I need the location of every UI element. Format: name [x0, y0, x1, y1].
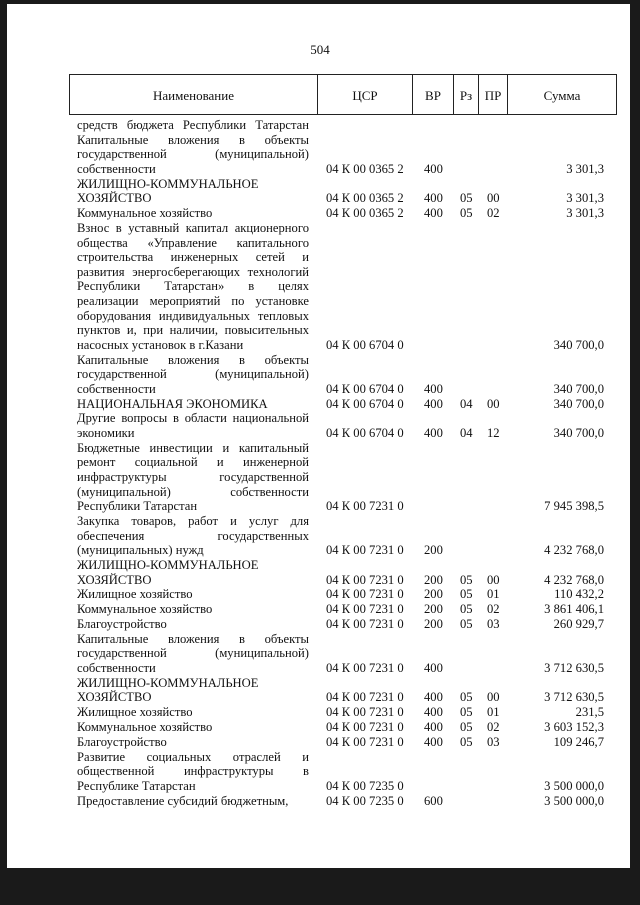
row-vr: 400 — [424, 705, 443, 720]
row-name-line: ЖИЛИЩНО-КОММУНАЛЬНОЕ — [77, 176, 259, 191]
row-name — [77, 441, 309, 514]
header-name: Наименование — [153, 88, 234, 103]
row-vr: 400 — [424, 690, 443, 705]
row-name-line: строительства инженерных сетей и — [77, 250, 309, 265]
row-csr: 04 К 00 7231 0 — [326, 587, 404, 602]
row-csr: 04 К 00 6704 0 — [326, 337, 404, 352]
row-name-line: Развитие социальных отраслей и — [77, 749, 309, 764]
row-name-line: инфраструктуры государственной — [77, 469, 309, 484]
row-rz: 05 — [460, 617, 473, 631]
row-name — [77, 602, 309, 617]
row-sum: 260 929,7 — [553, 617, 604, 631]
row-name-line: Республики Татарстан — [77, 499, 198, 514]
row-name-line: Жилищное хозяйство — [77, 587, 193, 602]
table-row — [0, 617, 640, 632]
row-rz: 04 — [460, 396, 473, 411]
table-row — [0, 602, 640, 617]
row-name-line: насосных установок в г.Казани — [77, 337, 244, 352]
row-name-line: Другие вопросы в области национальной — [77, 411, 309, 426]
row-name-line: государственной (муниципальной) — [77, 646, 309, 661]
row-name-line: общества «Управление капитального — [77, 235, 309, 250]
scan-edge-top — [0, 0, 640, 4]
row-name-line: Коммунальное хозяйство — [77, 720, 213, 734]
row-sum: 109 246,7 — [553, 734, 604, 749]
header-rz: Рз — [459, 88, 473, 103]
row-rz: 05 — [460, 690, 473, 705]
table-row — [0, 411, 640, 440]
row-csr: 04 К 00 0365 2 — [326, 161, 404, 176]
row-vr: 400 — [424, 191, 443, 206]
row-vr: 200 — [424, 602, 443, 617]
row-pr: 02 — [487, 602, 500, 617]
row-name-line: оборудования индивидуальных тепловых — [77, 308, 309, 323]
row-rz: 05 — [460, 734, 473, 749]
row-vr: 400 — [424, 161, 443, 176]
row-csr: 04 К 00 0365 2 — [326, 206, 404, 221]
row-name — [77, 705, 309, 720]
row-sum: 3 712 630,5 — [544, 690, 604, 705]
row-csr: 04 К 00 7231 0 — [326, 543, 404, 558]
row-csr: 04 К 00 7231 0 — [326, 705, 404, 720]
row-name — [77, 676, 309, 705]
table-row — [0, 118, 640, 133]
row-sum: 4 232 768,0 — [544, 572, 604, 587]
row-rz: 05 — [460, 720, 473, 734]
page-number: 504 — [310, 42, 330, 57]
row-name — [77, 514, 309, 558]
row-csr: 04 К 00 6704 0 — [326, 396, 404, 411]
row-pr: 12 — [487, 425, 500, 440]
table-row — [0, 353, 640, 397]
row-name-line: общественной инфраструктуры в — [77, 764, 309, 779]
row-vr: 200 — [424, 543, 443, 558]
row-csr: 04 К 00 7231 0 — [326, 660, 404, 675]
row-name-line: Бюджетные инвестиции и капитальный — [77, 440, 309, 455]
row-pr: 03 — [487, 734, 500, 749]
row-vr: 600 — [424, 793, 443, 808]
scan-edge-bottom — [0, 868, 640, 905]
row-pr: 02 — [487, 206, 500, 221]
row-name-line: пунктов и, при наличии, повысительных — [77, 323, 309, 338]
row-sum: 110 432,2 — [554, 587, 604, 602]
row-name-line: Закупка товаров, работ и услуг для — [77, 514, 309, 528]
row-sum: 3 301,3 — [566, 206, 604, 221]
row-name — [77, 206, 309, 221]
row-vr: 400 — [424, 720, 443, 734]
row-csr: 04 К 00 7235 0 — [326, 778, 404, 793]
table-row — [0, 587, 640, 602]
row-sum: 3 500 000,0 — [544, 793, 604, 808]
row-name-line: собственности — [77, 381, 156, 396]
row-name-line: Коммунальное хозяйство — [77, 206, 213, 221]
row-sum: 4 232 768,0 — [544, 543, 604, 558]
row-vr: 400 — [424, 206, 443, 221]
row-vr: 400 — [424, 734, 443, 749]
row-vr: 200 — [424, 587, 443, 602]
row-name-line: ремонт социальной и инженерной — [77, 455, 309, 470]
row-vr: 200 — [424, 617, 443, 631]
row-csr: 04 К 00 7235 0 — [326, 793, 404, 808]
row-name-line: экономики — [77, 425, 135, 440]
row-name — [77, 735, 309, 750]
row-name — [77, 750, 309, 794]
table-row — [0, 558, 640, 587]
row-name-line: ХОЗЯЙСТВО — [77, 690, 152, 705]
row-pr: 00 — [487, 572, 500, 587]
row-pr: 01 — [487, 705, 500, 720]
header-vr: ВР — [425, 88, 441, 103]
row-name-line: Взнос в уставный капитал акционерного — [77, 221, 309, 235]
row-name-line: ЖИЛИЩНО-КОММУНАЛЬНОЕ — [77, 675, 259, 690]
row-sum: 3 861 406,1 — [544, 602, 604, 617]
row-rz: 04 — [460, 425, 473, 440]
row-vr: 200 — [424, 572, 443, 587]
row-sum: 3 603 152,3 — [544, 720, 604, 734]
row-rz: 05 — [460, 206, 473, 221]
row-name — [77, 353, 309, 397]
row-csr: 04 К 00 7231 0 — [326, 617, 404, 631]
row-name — [77, 632, 309, 676]
row-pr: 01 — [487, 587, 500, 602]
row-sum: 340 700,0 — [553, 396, 604, 411]
row-sum: 3 712 630,5 — [544, 660, 604, 675]
table-row — [0, 514, 640, 558]
row-pr: 00 — [487, 396, 500, 411]
row-name — [77, 118, 309, 133]
row-vr: 400 — [424, 396, 443, 411]
table-row — [0, 206, 640, 221]
row-csr: 04 К 00 6704 0 — [326, 381, 404, 396]
table-row — [0, 750, 640, 794]
row-name — [77, 617, 309, 632]
row-sum: 340 700,0 — [553, 337, 604, 352]
row-name-line: государственной (муниципальной) — [77, 367, 309, 382]
row-sum: 3 301,3 — [566, 161, 604, 176]
header-sum: Сумма — [543, 88, 581, 103]
row-sum: 7 945 398,5 — [544, 499, 604, 514]
row-name-line: реализации мероприятий по установке — [77, 293, 309, 308]
table-row — [0, 676, 640, 705]
row-sum: 3 500 000,0 — [544, 778, 604, 793]
row-name-line: Республики Татарстан» в целях — [77, 279, 309, 294]
table-header — [69, 74, 617, 115]
row-name — [77, 397, 309, 412]
table-row — [0, 632, 640, 676]
table-row — [0, 441, 640, 514]
row-rz: 05 — [460, 572, 473, 587]
row-name — [77, 794, 309, 809]
table-row — [0, 397, 640, 412]
row-name-line: НАЦИОНАЛЬНАЯ ЭКОНОМИКА — [77, 396, 268, 411]
row-name-line: развития энергосберегающих технологий — [77, 264, 309, 279]
row-csr: 04 К 00 7231 0 — [326, 734, 404, 749]
row-name-line: (муниципальной) собственности — [77, 484, 309, 499]
row-name — [77, 177, 309, 206]
row-name-line: Благоустройство — [77, 617, 167, 631]
row-name-line: Жилищное хозяйство — [77, 705, 193, 720]
row-name-line: государственной (муниципальной) — [77, 147, 309, 162]
row-csr: 04 К 00 6704 0 — [326, 425, 404, 440]
table-row — [0, 221, 640, 352]
row-rz: 05 — [460, 602, 473, 617]
row-name-line: Республике Татарстан — [77, 778, 196, 793]
row-rz: 05 — [460, 191, 473, 206]
row-csr: 04 К 00 0365 2 — [326, 191, 404, 206]
header-csr: ЦСР — [352, 88, 378, 103]
row-vr: 400 — [424, 381, 443, 396]
row-name-line: собственности — [77, 660, 156, 675]
row-sum: 340 700,0 — [553, 425, 604, 440]
row-vr: 400 — [424, 425, 443, 440]
table-row — [0, 177, 640, 206]
row-sum: 231,5 — [575, 705, 604, 720]
header-pr: ПР — [484, 88, 502, 103]
row-name-line: (муниципальных) нужд — [77, 543, 204, 558]
row-csr: 04 К 00 7231 0 — [326, 720, 404, 734]
row-sum: 340 700,0 — [553, 381, 604, 396]
row-csr: 04 К 00 7231 0 — [326, 572, 404, 587]
row-name-line: Предоставление субсидий бюджетным, — [77, 793, 289, 808]
row-name-line: Коммунальное хозяйство — [77, 602, 213, 617]
table-row — [0, 735, 640, 750]
row-name — [77, 720, 309, 735]
row-name-line: ХОЗЯЙСТВО — [77, 572, 152, 587]
row-name-line: ЖИЛИЩНО-КОММУНАЛЬНОЕ — [77, 558, 259, 572]
table-row — [0, 720, 640, 735]
table-row — [0, 133, 640, 177]
table-row — [0, 794, 640, 809]
row-csr: 04 К 00 7231 0 — [326, 690, 404, 705]
row-name — [77, 133, 309, 177]
row-csr: 04 К 00 7231 0 — [326, 602, 404, 617]
row-sum: 3 301,3 — [566, 191, 604, 206]
row-name — [77, 558, 309, 587]
row-rz: 05 — [460, 705, 473, 720]
row-name — [77, 221, 309, 352]
row-pr: 00 — [487, 191, 500, 206]
row-pr: 02 — [487, 720, 500, 734]
row-name-line: собственности — [77, 161, 156, 176]
row-pr: 00 — [487, 690, 500, 705]
row-pr: 03 — [487, 617, 500, 631]
row-name-line: средств бюджета Республики Татарстан — [77, 118, 309, 132]
row-vr: 400 — [424, 660, 443, 675]
row-name-line: обеспечения государственных — [77, 528, 309, 543]
row-rz: 05 — [460, 587, 473, 602]
row-name-line: Капитальные вложения в объекты — [77, 352, 309, 367]
row-csr: 04 К 00 7231 0 — [326, 499, 404, 514]
row-name-line: ХОЗЯЙСТВО — [77, 191, 152, 206]
table-row — [0, 705, 640, 720]
row-name-line: Капитальные вложения в объекты — [77, 631, 309, 646]
row-name-line: Благоустройство — [77, 734, 167, 749]
row-name — [77, 411, 309, 440]
row-name — [77, 587, 309, 602]
row-name-line: Капитальные вложения в объекты — [77, 132, 309, 147]
